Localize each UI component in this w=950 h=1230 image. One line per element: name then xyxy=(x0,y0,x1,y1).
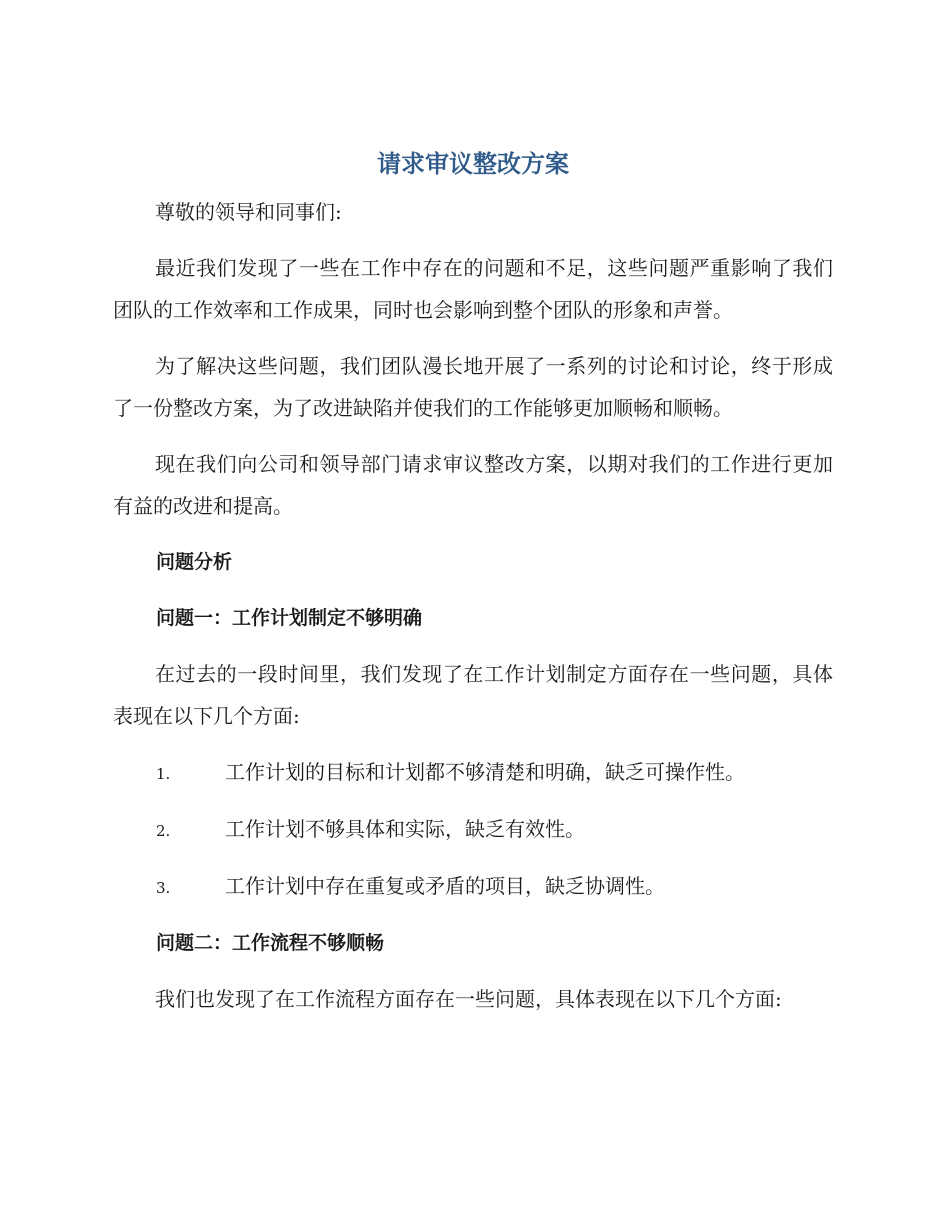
list-item xyxy=(113,808,833,852)
section-heading: 问题分析 xyxy=(156,551,233,573)
problem-2-intro: 我们也发现了在工作流程方面存在一些问题，具体表现在以下几个方面: xyxy=(155,987,782,1011)
greeting: 尊敬的领导和同事们: xyxy=(155,200,342,224)
problem-1-heading: 问题一：工作计划制定不够明确 xyxy=(156,607,423,629)
list-item-text: 工作计划的目标和计划都不够清楚和明确，缺乏可操作性。 xyxy=(225,760,745,784)
paragraph-2: 为了解决这些问题，我们团队漫长地开展了一系列的讨论和讨论，终于形成了一份整改方案，为了改进缺陷并使我们的工作能够更加顺畅和顺畅。 xyxy=(113,354,833,420)
problem-1-list xyxy=(113,751,833,909)
list-item xyxy=(113,865,833,909)
document-title: 请求审议整改方案 xyxy=(377,150,569,178)
paragraph-1: 最近我们发现了一些在工作中存在的问题和不足，这些问题严重影响了我们团队的工作效率和工作成果，同时也会影响到整个团队的形象和声誉。 xyxy=(113,256,833,322)
list-item xyxy=(113,751,833,795)
list-item-number: 1. xyxy=(156,765,171,783)
list-item-number: 2. xyxy=(156,822,171,840)
problem-2-heading: 问题二：工作流程不够顺畅 xyxy=(156,932,385,954)
paragraph-3: 现在我们向公司和领导部门请求审议整改方案，以期对我们的工作进行更加有益的改进和提高。 xyxy=(113,452,833,518)
list-item-text: 工作计划中存在重复或矛盾的项目，缺乏协调性。 xyxy=(225,874,665,898)
list-item-number: 3. xyxy=(156,879,171,897)
problem-1-intro: 在过去的一段时间里，我们发现了在工作计划制定方面存在一些问题，具体表现在以下几个方面: xyxy=(113,662,833,728)
list-item-text: 工作计划不够具体和实际，缺乏有效性。 xyxy=(225,817,585,841)
document-body xyxy=(113,145,833,1034)
